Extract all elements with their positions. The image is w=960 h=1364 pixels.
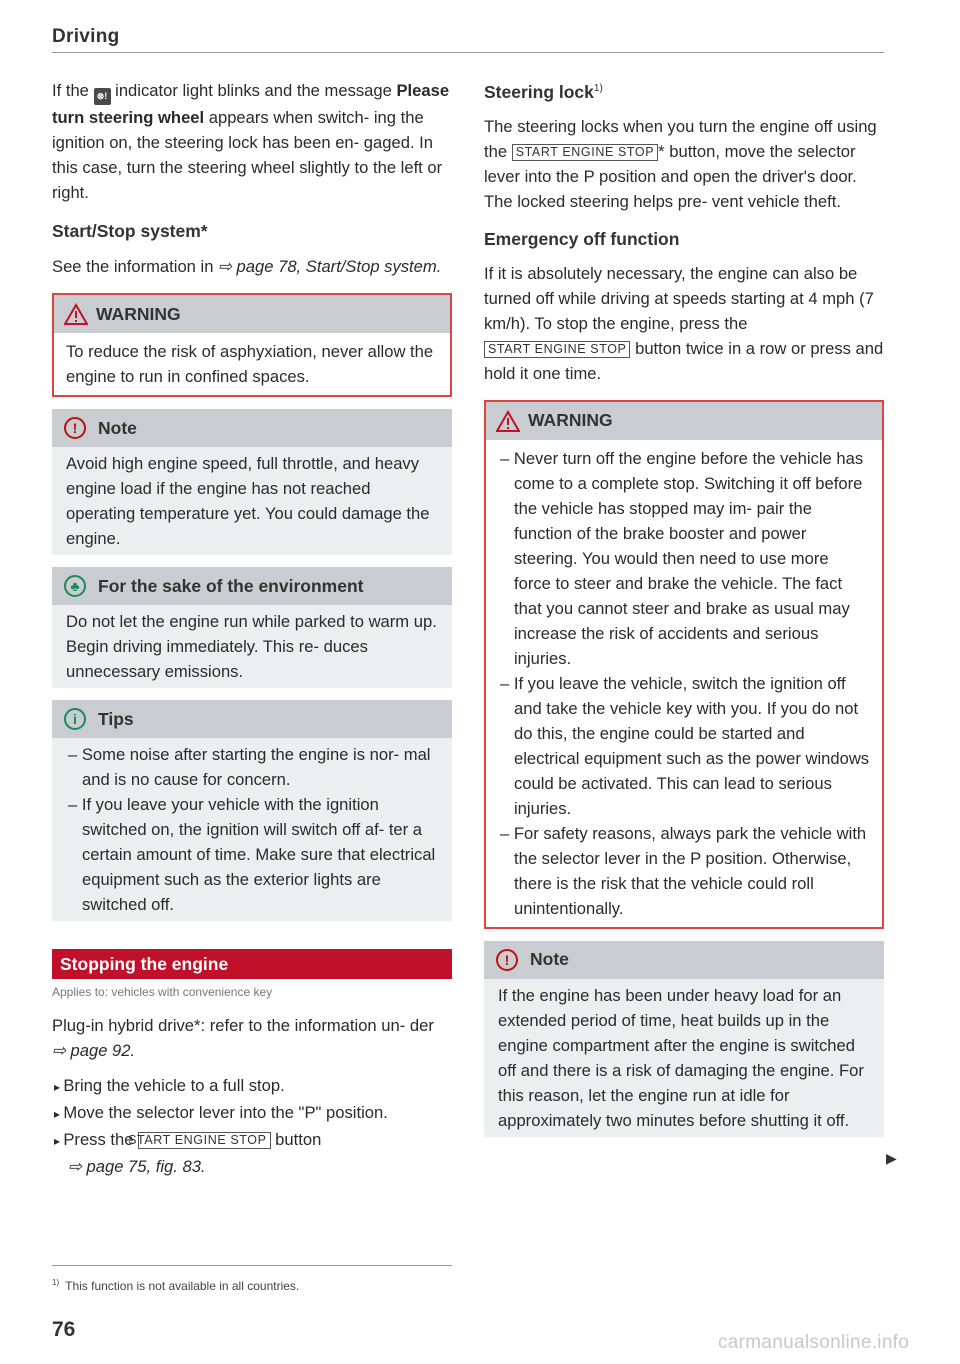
note-icon: ! — [496, 949, 518, 971]
list-item: ▸ Move the selector lever into the "P" position. — [52, 1100, 452, 1127]
right-column — [484, 76, 884, 1137]
emergency-off-paragraph: If it is absolutely necessary, the engine can also be turned off while driving at speeds starting at 4 mph (7 km/h). To stop the engine, press the START ENGINE STOP button twice in a row or press and hold it one time. — [484, 263, 884, 383]
list-item: ▸ Press the START ENGINE STOP button ⇨ page 75, fig. 83. — [52, 1127, 452, 1179]
list-item: – Never turn off the engine before the vehicle has come to a complete stop. Switching it off before the vehicle has stopped may im- pair the function of the brake booster and power steering. You would then need to use more force to steer and brake the vehicle. The fact that you cannot steer and brake as usual may increase the risk of accidents and serious injuries. — [498, 446, 870, 671]
start-engine-stop-key: START ENGINE STOP — [138, 1132, 270, 1149]
list-item: – Some noise after starting the engine is nor- mal and is no cause for concern. — [66, 742, 438, 792]
section-title: Driving — [52, 26, 120, 47]
environment-box — [52, 567, 452, 688]
environment-body: Do not let the engine run while parked to warm up. Begin driving immediately. This re- duces unnecessary emissions. — [52, 605, 452, 688]
list-item: – If you leave your vehicle with the ignition switched on, the ignition will switch off af- ter a certain amount of time. Make sure that electrical equipment such as the exterior lights are switched off. — [66, 792, 438, 917]
tips-header — [52, 700, 452, 738]
footnote-divider — [52, 1265, 452, 1266]
page-number: 76 — [52, 1318, 76, 1341]
warning-triangle-icon — [64, 303, 88, 325]
note-icon: ! — [64, 417, 86, 439]
warning-triangle-icon — [496, 410, 520, 432]
header-divider — [52, 52, 884, 53]
continue-arrow-icon: ▶ — [886, 1150, 897, 1166]
tips-body — [52, 738, 452, 921]
message-text: Please turn steering wheel — [52, 81, 450, 127]
left-column — [52, 76, 452, 1179]
list-item: – If you leave the vehicle, switch the ignition off and take the vehicle key with you. If you do not do this, the engine could be started and electrical equipment such as the power windows could be activated. This can lead to serious injuries. — [498, 671, 870, 821]
list-item: – For safety reasons, always park the vehicle with the selector lever in the P position. Otherwise, there is the risk that the vehicle could roll unintentionally. — [498, 821, 870, 921]
start-engine-stop-key: START ENGINE STOP — [484, 341, 630, 358]
note-title: Note — [530, 949, 569, 970]
fig-83-link[interactable]: ⇨ page 75, fig. 83. — [68, 1157, 206, 1176]
note-box — [52, 409, 452, 555]
warning-box — [484, 400, 884, 929]
startstop-paragraph: See the information in ⇨ page 78, Start/Stop system. — [52, 257, 442, 276]
environment-icon: ♣ — [64, 575, 86, 597]
watermark: carmanualsonline.info — [718, 1332, 910, 1353]
emergency-off-heading: Emergency off function — [484, 228, 680, 249]
stopping-heading: Stopping the engine — [60, 953, 229, 974]
plugin-paragraph: Plug-in hybrid drive*: refer to the information un- der ⇨ page 92. — [52, 1016, 434, 1060]
note-header — [484, 941, 884, 979]
list-item: ▸ Bring the vehicle to a full stop. — [52, 1073, 452, 1100]
stopping-heading-bar — [52, 949, 452, 979]
note-body: Avoid high engine speed, full throttle, and heavy engine load if the engine has not reached operating temperature yet. You could damage the engine. — [52, 447, 452, 555]
warning-title: WARNING — [528, 410, 613, 431]
intro-paragraph: If the ⊗! indicator light blinks and the message Please turn steering wheel appears when switch- ing the ignition on, the steering lock has been en- gaged. In this case, turn the steering wheel slightly to the left or right. — [52, 81, 450, 202]
note-box — [484, 941, 884, 1137]
steering-lock-indicator-icon: ⊗! — [94, 88, 111, 105]
note-title: Note — [98, 417, 137, 438]
warning-body: To reduce the risk of asphyxiation, never allow the engine to run in confined spaces. — [66, 342, 434, 386]
startstop-link[interactable]: ⇨ page 78, Start/Stop system. — [218, 257, 442, 276]
steering-lock-heading: Steering lock$^{1)}$ — [484, 81, 603, 102]
tips-list — [66, 742, 438, 917]
tips-title: Tips — [98, 708, 134, 729]
start-engine-stop-key: START ENGINE STOP — [512, 144, 658, 161]
info-icon: i — [64, 708, 86, 730]
environment-header — [52, 567, 452, 605]
environment-title: For the sake of the environment — [98, 575, 364, 596]
warning-body — [486, 440, 882, 927]
note-header — [52, 409, 452, 447]
warning-header — [54, 295, 450, 333]
page-92-link[interactable]: ⇨ page 92. — [52, 1041, 136, 1060]
warning-header — [486, 402, 882, 440]
startstop-heading: Start/Stop system* — [52, 221, 208, 241]
footnote-ref: 1) — [593, 83, 603, 94]
warning-list — [498, 446, 870, 921]
tips-box — [52, 700, 452, 921]
stop-steps — [52, 1073, 452, 1179]
warning-box — [52, 293, 452, 397]
footnote: $^{1)}$ This function is not available in all countries. — [52, 1278, 300, 1293]
applies-note: Applies to: vehicles with convenience key — [52, 985, 273, 999]
steering-lock-paragraph: The steering locks when you turn the engine off using the START ENGINE STOP * button, move the selector lever into the P position and open the driver's door. The locked steering helps pre- vent vehicle theft. — [484, 116, 877, 211]
note-body: If the engine has been under heavy load for an extended period of time, heat builds up in the engine compartment after the engine is switched off and there is a risk of damaging the engine. For this reason, let the engine run at idle for approximately two minutes before shutting it off. — [484, 979, 884, 1137]
warning-title: WARNING — [96, 303, 181, 324]
